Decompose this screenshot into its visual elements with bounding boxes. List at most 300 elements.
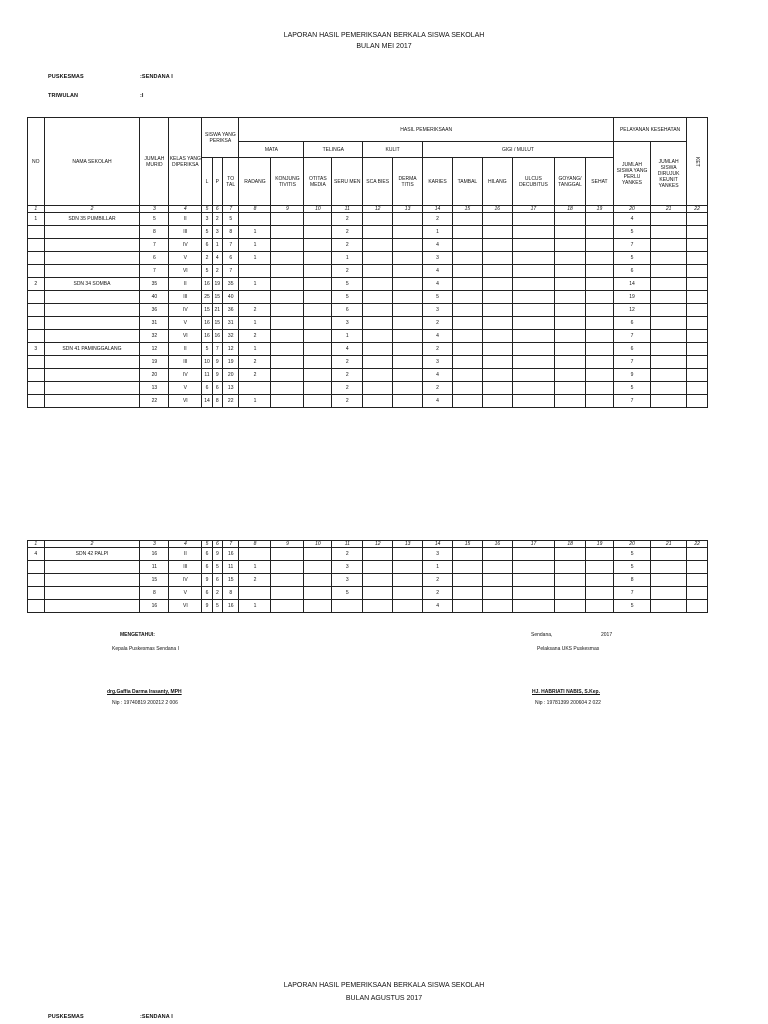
table-cell: 19 <box>222 356 239 369</box>
table-cell <box>28 574 45 587</box>
table-cell: 31 <box>140 317 169 330</box>
table-cell <box>482 317 512 330</box>
column-number-row <box>28 206 708 213</box>
report2-puskesmas-value: :SENDANA I <box>140 1014 173 1020</box>
puskesmas-label: PUSKESMAS <box>48 74 84 80</box>
table-cell <box>271 317 304 330</box>
table-cell <box>28 600 45 613</box>
table-cell <box>687 561 708 574</box>
table-cell: 2 <box>332 548 363 561</box>
table-cell: 7 <box>613 330 650 343</box>
table-cell: 2 <box>202 252 212 265</box>
table-cell <box>304 574 332 587</box>
table-cell <box>304 343 332 356</box>
table-cell <box>393 317 423 330</box>
table-cell: 35 <box>140 278 169 291</box>
table-cell: 12 <box>222 343 239 356</box>
table-cell <box>453 587 483 600</box>
table-cell: 14 <box>613 278 650 291</box>
table-cell: 11 <box>202 369 212 382</box>
table-cell <box>28 252 45 265</box>
table-cell: 1 <box>239 317 271 330</box>
report2-puskesmas-label: PUSKESMAS <box>48 1014 84 1020</box>
table-cell <box>482 278 512 291</box>
table-cell <box>271 213 304 226</box>
school-name-cell <box>44 317 140 330</box>
table-cell <box>28 265 45 278</box>
header-tambal: TAMBAL <box>452 158 482 206</box>
table-cell <box>304 548 332 561</box>
table-row <box>28 304 708 317</box>
table-cell <box>393 226 423 239</box>
table-cell: 2 <box>239 369 271 382</box>
column-number: 21 <box>651 541 687 548</box>
table-cell: 1 <box>239 343 271 356</box>
table-cell: 2 <box>423 382 453 395</box>
triwulan-value: :I <box>140 93 144 99</box>
table-cell: 1 <box>332 330 363 343</box>
column-number: 10 <box>304 206 332 213</box>
sig-left-name: drg.Gaffia Darma Irasanty, MPH <box>107 689 182 695</box>
table-cell <box>363 291 393 304</box>
school-name-cell <box>44 561 140 574</box>
column-number: 9 <box>271 206 304 213</box>
table-cell <box>393 239 423 252</box>
table-cell <box>363 548 393 561</box>
table-cell <box>651 330 687 343</box>
table-cell: 7 <box>613 395 650 408</box>
table-cell: 16 <box>212 330 222 343</box>
report-subtitle: BULAN MEI 2017 <box>356 43 412 50</box>
column-number: 2 <box>44 206 140 213</box>
table-cell: 9 <box>212 356 222 369</box>
table-cell <box>651 239 687 252</box>
table-cell: 1 <box>239 561 271 574</box>
table-cell: 5 <box>423 291 453 304</box>
table-cell <box>512 574 554 587</box>
table-cell <box>393 343 423 356</box>
column-number: 1 <box>28 206 45 213</box>
table-cell <box>271 330 304 343</box>
table-cell <box>304 369 332 382</box>
table-cell <box>452 278 482 291</box>
table-cell: V <box>169 317 202 330</box>
table-cell <box>363 304 393 317</box>
table-cell <box>393 561 423 574</box>
table-cell: 2 <box>332 226 363 239</box>
column-number: 12 <box>363 206 393 213</box>
table-cell <box>482 304 512 317</box>
table-cell <box>687 252 708 265</box>
header-jumlah-murid: JUMLAH MURID <box>140 118 169 206</box>
table-cell <box>555 239 586 252</box>
table-cell: 3 <box>423 252 453 265</box>
report-title: LAPORAN HASIL PEMERIKSAAN BERKALA SISWA SEKOLAH <box>283 32 485 39</box>
column-number: 20 <box>614 541 651 548</box>
table-cell: 1 <box>423 561 453 574</box>
table-cell: 4 <box>332 343 363 356</box>
table-cell: 4 <box>423 265 453 278</box>
table-cell <box>271 574 304 587</box>
table-cell <box>585 239 613 252</box>
table-cell <box>363 369 393 382</box>
table-cell: 9 <box>212 548 222 561</box>
table-cell <box>585 343 613 356</box>
table-cell: 2 <box>423 587 453 600</box>
table-cell: 2 <box>332 356 363 369</box>
column-number: 8 <box>239 206 271 213</box>
table-row <box>28 369 708 382</box>
table-cell <box>28 226 45 239</box>
column-number: 22 <box>687 541 708 548</box>
table-cell <box>304 291 332 304</box>
table-cell: 2 <box>332 382 363 395</box>
sig-left-nip: Nip : 19740819 200212 2 006 <box>112 700 178 706</box>
header-telinga: TELINGA <box>304 142 363 158</box>
table-cell <box>651 213 687 226</box>
table-cell: 9 <box>202 574 212 587</box>
sig-left-position: Kepala Puskesmas Sendana I <box>112 646 179 652</box>
table-cell: 6 <box>212 574 222 587</box>
column-number: 21 <box>651 206 687 213</box>
table-cell: 20 <box>140 369 169 382</box>
table-cell <box>555 213 586 226</box>
table-cell <box>28 561 45 574</box>
table-cell <box>304 304 332 317</box>
table-cell <box>239 587 271 600</box>
table-cell <box>555 561 586 574</box>
table-cell: VI <box>169 265 202 278</box>
table-cell: 19 <box>140 356 169 369</box>
sig-right-nip: Nip : 19781399 200604 2 022 <box>535 700 601 706</box>
column-number: 12 <box>363 541 393 548</box>
table-cell: 36 <box>222 304 239 317</box>
table-cell <box>651 278 687 291</box>
table-cell <box>304 252 332 265</box>
table-cell <box>452 395 482 408</box>
table-cell: II <box>169 278 202 291</box>
table-cell <box>555 574 586 587</box>
table-cell: 2 <box>423 574 453 587</box>
table-cell: 3 <box>28 343 45 356</box>
table-cell: 8 <box>140 587 169 600</box>
table-cell: IV <box>169 239 202 252</box>
table-cell <box>271 239 304 252</box>
school-name-cell <box>44 382 140 395</box>
table-cell <box>512 343 554 356</box>
table-cell <box>453 561 483 574</box>
table-cell: 7 <box>614 587 651 600</box>
table-cell <box>555 278 586 291</box>
table-cell <box>651 317 687 330</box>
header-ulcus: ULCUS DECUBITUS <box>512 158 554 206</box>
triwulan-label: TRIWULAN <box>48 93 79 99</box>
table-cell: 2 <box>332 369 363 382</box>
table-cell: 2 <box>332 213 363 226</box>
table-cell: 9 <box>212 369 222 382</box>
school-name-cell: SDN 41 PAMINGGALANG <box>44 343 140 356</box>
table-cell: 8 <box>212 395 222 408</box>
header-serumen: SERU MEN <box>332 158 363 206</box>
table-cell <box>512 356 554 369</box>
table-cell: 16 <box>222 548 239 561</box>
table-cell <box>363 252 393 265</box>
table-cell <box>271 356 304 369</box>
table-row <box>28 317 708 330</box>
report2-subtitle: BULAN AGUSTUS 2017 <box>345 995 423 1002</box>
table-cell <box>687 213 708 226</box>
table-cell: 4 <box>423 278 453 291</box>
table-cell <box>482 574 512 587</box>
table-cell <box>393 278 423 291</box>
table-cell <box>651 304 687 317</box>
school-name-cell <box>44 304 140 317</box>
table-cell <box>651 574 687 587</box>
table-cell <box>452 291 482 304</box>
table-cell <box>393 265 423 278</box>
report-table-1 <box>27 117 708 408</box>
table-cell <box>28 317 45 330</box>
column-number: 6 <box>212 541 222 548</box>
table-row <box>28 561 708 574</box>
table-cell <box>651 548 687 561</box>
school-name-cell <box>44 330 140 343</box>
school-name-cell <box>44 600 140 613</box>
table-cell: 31 <box>222 317 239 330</box>
table-cell: 6 <box>332 304 363 317</box>
table-cell: III <box>169 226 202 239</box>
table-row <box>28 330 708 343</box>
table-cell <box>452 369 482 382</box>
table-cell: 14 <box>202 395 212 408</box>
table-cell <box>482 561 512 574</box>
table-cell <box>512 291 554 304</box>
table-cell <box>363 382 393 395</box>
table-cell: 6 <box>140 252 169 265</box>
table-cell <box>651 395 687 408</box>
table-cell <box>482 600 512 613</box>
column-number: 19 <box>586 541 614 548</box>
column-number: 14 <box>423 206 453 213</box>
header-l: L <box>202 158 212 206</box>
table-cell <box>452 265 482 278</box>
header-nama-sekolah: NAMA SEKOLAH <box>44 118 140 206</box>
table-cell: 5 <box>202 226 212 239</box>
table-cell <box>393 574 423 587</box>
table-cell: VI <box>169 600 202 613</box>
table-cell: 5 <box>614 548 651 561</box>
table-cell <box>28 291 45 304</box>
header-konjungtivitis: KONJUNG TIVITIS <box>271 158 304 206</box>
header-karies: KARIES <box>423 158 453 206</box>
table-cell <box>363 226 393 239</box>
table-cell <box>452 317 482 330</box>
table-row <box>28 574 708 587</box>
report-table-2 <box>27 540 708 613</box>
table-cell: 6 <box>202 548 212 561</box>
table-cell: 6 <box>202 561 212 574</box>
table-cell <box>585 369 613 382</box>
table-row <box>28 239 708 252</box>
table-cell <box>585 278 613 291</box>
table-cell <box>271 561 304 574</box>
table-cell <box>363 356 393 369</box>
table-cell: 2 <box>212 213 222 226</box>
table-cell <box>304 213 332 226</box>
table-cell: 2 <box>239 356 271 369</box>
school-name-cell <box>44 395 140 408</box>
column-number: 9 <box>271 541 304 548</box>
table-cell: II <box>169 343 202 356</box>
table-cell: 2 <box>332 265 363 278</box>
table-cell: 6 <box>202 239 212 252</box>
table-cell: 20 <box>222 369 239 382</box>
table-cell <box>482 382 512 395</box>
column-number-row <box>28 541 708 548</box>
table-cell: III <box>169 291 202 304</box>
table-cell: 4 <box>212 252 222 265</box>
school-name-cell <box>44 239 140 252</box>
table-cell: 21 <box>212 304 222 317</box>
table-cell: 1 <box>212 239 222 252</box>
column-number: 5 <box>202 206 212 213</box>
table-cell: 15 <box>212 291 222 304</box>
table-cell <box>687 291 708 304</box>
table-cell <box>271 304 304 317</box>
header-siswa-diperiksa: SISWA YANG PERIKSA <box>202 118 239 158</box>
table-cell <box>271 382 304 395</box>
table-cell: 2 <box>423 343 453 356</box>
header-mata: MATA <box>239 142 304 158</box>
table-row <box>28 548 708 561</box>
table-cell <box>687 330 708 343</box>
table-cell: 5 <box>140 213 169 226</box>
column-number: 15 <box>453 541 483 548</box>
column-number: 4 <box>169 206 202 213</box>
column-number: 17 <box>512 541 554 548</box>
table-cell <box>28 369 45 382</box>
table-cell <box>482 369 512 382</box>
table-row <box>28 213 708 226</box>
table-cell <box>28 330 45 343</box>
column-number: 19 <box>585 206 613 213</box>
table-cell <box>453 600 483 613</box>
table-cell: 8 <box>614 574 651 587</box>
table-cell: V <box>169 587 202 600</box>
header-kulit: KULIT <box>363 142 423 158</box>
table-cell <box>452 356 482 369</box>
table-cell <box>687 369 708 382</box>
table-cell: 5 <box>202 343 212 356</box>
table-cell <box>453 548 483 561</box>
table-cell: 13 <box>140 382 169 395</box>
table-cell <box>304 239 332 252</box>
table-cell: 4 <box>423 395 453 408</box>
table-cell <box>585 395 613 408</box>
table-cell <box>555 356 586 369</box>
table-cell <box>452 382 482 395</box>
table-cell <box>585 213 613 226</box>
table-cell <box>651 587 687 600</box>
sig-right-position: Pelaksana UKS Puskesmas <box>537 646 600 652</box>
table-cell <box>585 291 613 304</box>
table-row <box>28 343 708 356</box>
table-cell <box>687 382 708 395</box>
table-cell: II <box>169 213 202 226</box>
table-cell: 5 <box>613 382 650 395</box>
table-cell: 7 <box>140 239 169 252</box>
table-cell: 1 <box>239 600 271 613</box>
table-cell <box>651 382 687 395</box>
table-cell <box>363 574 393 587</box>
table-cell <box>239 265 271 278</box>
table-cell: 8 <box>222 587 239 600</box>
school-name-cell <box>44 356 140 369</box>
table-cell: 11 <box>140 561 169 574</box>
table-cell <box>363 395 393 408</box>
column-number: 14 <box>423 541 453 548</box>
table-cell <box>651 343 687 356</box>
table-cell <box>512 548 554 561</box>
table-cell: 16 <box>202 330 212 343</box>
table-cell: 2 <box>423 213 453 226</box>
table-cell: 1 <box>239 278 271 291</box>
table-cell <box>363 278 393 291</box>
table-cell <box>555 548 586 561</box>
table-cell <box>512 226 554 239</box>
table-cell <box>512 382 554 395</box>
table-cell <box>555 304 586 317</box>
table-cell: 15 <box>140 574 169 587</box>
table-cell: 2 <box>423 317 453 330</box>
table-cell <box>482 587 512 600</box>
header-p: P <box>212 158 222 206</box>
table-cell <box>393 600 423 613</box>
table-cell <box>393 369 423 382</box>
table-cell <box>512 252 554 265</box>
table-cell <box>585 356 613 369</box>
table-cell <box>651 369 687 382</box>
table-cell: 4 <box>28 548 45 561</box>
table-cell: 2 <box>332 239 363 252</box>
table-cell <box>393 304 423 317</box>
table-cell: 1 <box>28 213 45 226</box>
table-cell <box>586 574 614 587</box>
table-cell: 8 <box>222 226 239 239</box>
header-hilang: HILANG <box>482 158 512 206</box>
school-name-cell <box>44 252 140 265</box>
school-name-cell <box>44 587 140 600</box>
table-cell: 5 <box>222 213 239 226</box>
table-cell: 32 <box>222 330 239 343</box>
table-cell: 19 <box>613 291 650 304</box>
table-cell: 22 <box>222 395 239 408</box>
table-body-2 <box>28 541 708 613</box>
table-cell: 25 <box>202 291 212 304</box>
table-cell: 5 <box>613 252 650 265</box>
table-cell <box>482 291 512 304</box>
table-cell <box>271 278 304 291</box>
table-cell: 22 <box>140 395 169 408</box>
table-cell <box>304 382 332 395</box>
school-name-cell <box>44 265 140 278</box>
column-number: 11 <box>332 206 363 213</box>
table-cell <box>453 574 483 587</box>
table-cell: 13 <box>222 382 239 395</box>
table-cell: 6 <box>613 317 650 330</box>
table-cell <box>271 343 304 356</box>
header-jumlah-perlu: JUMLAH SISWA YANG PERLU YANKES <box>613 142 650 206</box>
